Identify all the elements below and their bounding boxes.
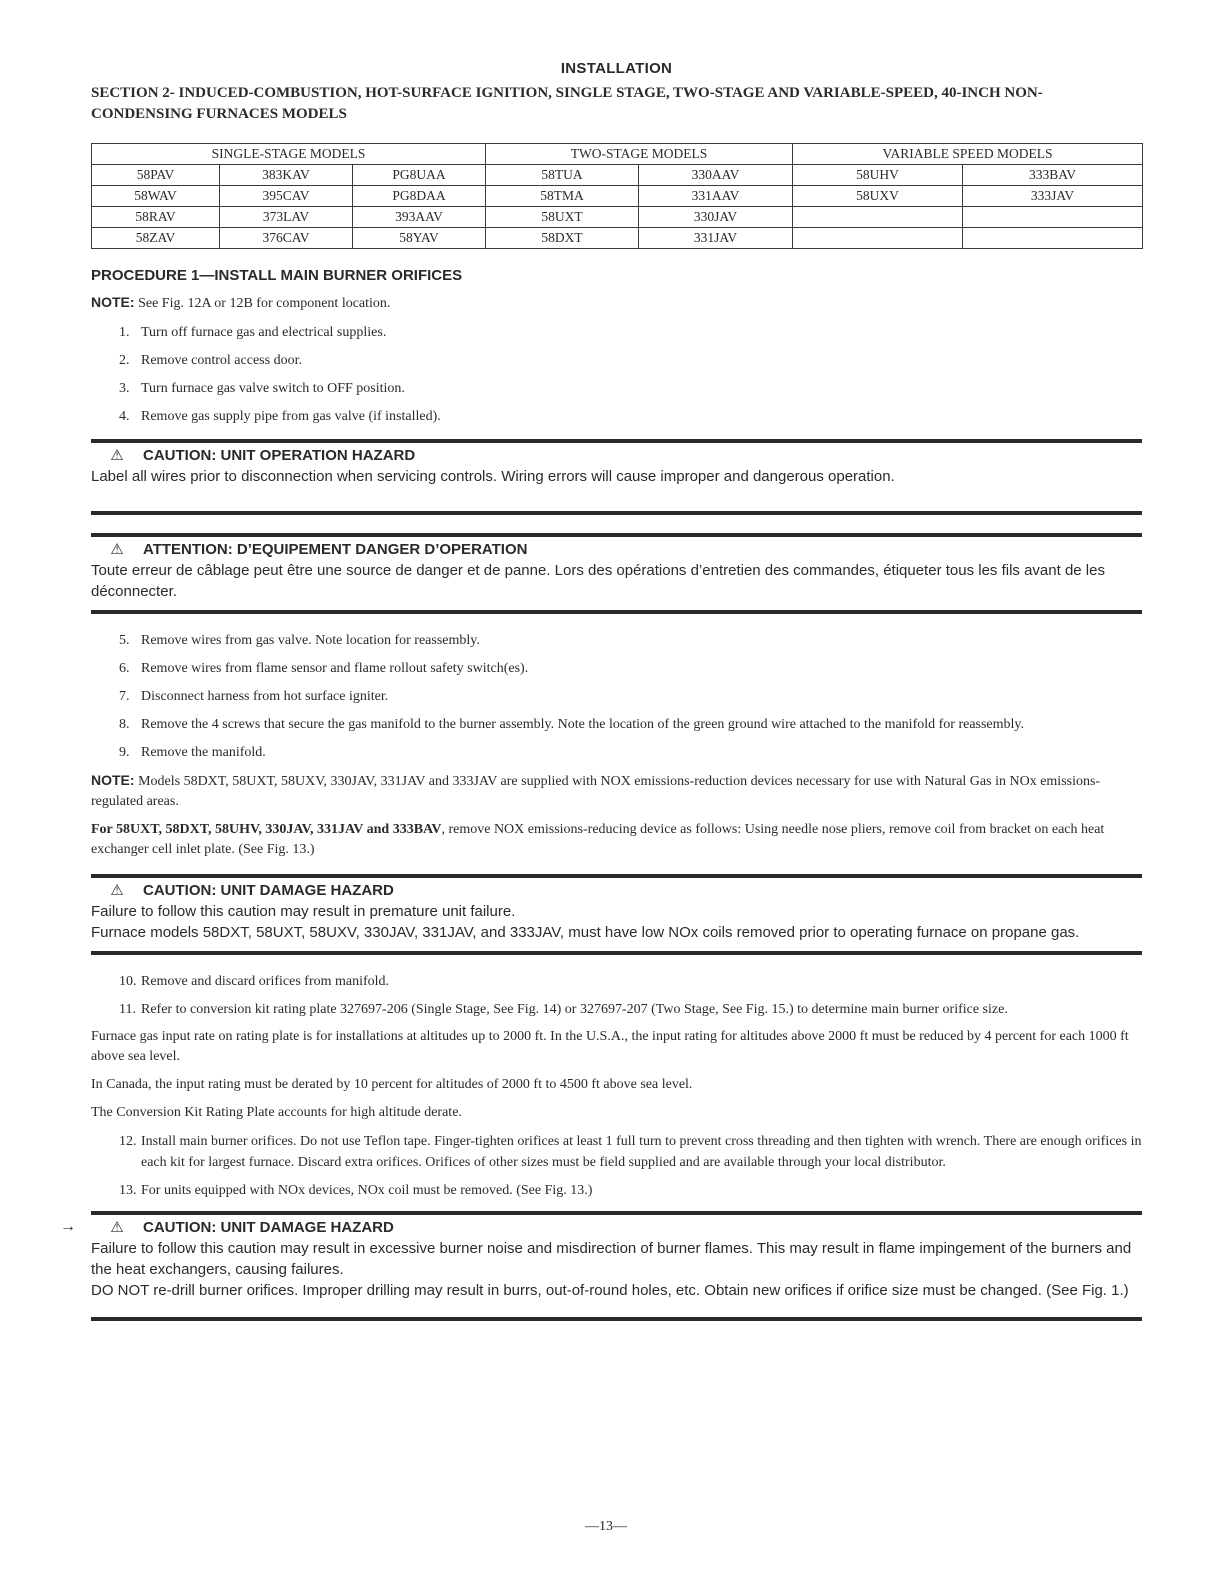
list-item xyxy=(91,714,1142,735)
caution-heading xyxy=(91,446,1142,466)
step-number: 3. xyxy=(119,381,130,396)
step-text: Disconnect harness from hot surface igniter. xyxy=(141,689,389,704)
caution-body: Failure to follow this caution may result in premature unit failure. xyxy=(91,903,516,920)
note-text: See Fig. 12A or 12B for component location. xyxy=(134,296,391,311)
caution-heading xyxy=(91,1218,1142,1238)
table-cell: 331JAV xyxy=(639,228,793,249)
caution-body: Label all wires prior to disconnection when servicing controls. Wiring errors will cause improper and dangerous operation. xyxy=(91,468,895,485)
step-text: Remove control access door. xyxy=(141,353,302,368)
table-cell: 395CAV xyxy=(220,186,353,207)
list-item xyxy=(91,378,1142,399)
caution-body: Toute erreur de câblage peut être une source de danger et de panne. Lors des opérations d’entretien des commandes, étiqueter tous les fils avant de les déconnecter. xyxy=(91,562,1105,600)
caution-body: DO NOT re-drill burner orifices. Improper drilling may result in burrs, out-of-round holes, etc. Obtain new orifices if orifice size must be changed. (See Fig. 1.) xyxy=(91,1282,1129,1299)
step-text: Remove gas supply pipe from gas valve (if installed). xyxy=(141,409,441,424)
caution-title: CAUTION: UNIT DAMAGE HAZARD xyxy=(143,1219,394,1236)
table-row xyxy=(92,165,1143,186)
list-item xyxy=(91,742,1142,763)
list-item xyxy=(91,971,1142,992)
table-cell: 376CAV xyxy=(220,228,353,249)
list-item xyxy=(91,999,1142,1020)
list-item xyxy=(91,658,1142,679)
models-table xyxy=(91,143,1143,249)
steps-list-d xyxy=(91,1131,1142,1201)
step-text: Turn furnace gas valve switch to OFF position. xyxy=(141,381,405,396)
table-cell: 331AAV xyxy=(639,186,793,207)
step-number: 6. xyxy=(119,661,130,676)
arrow-icon: → xyxy=(60,1218,76,1235)
step-text: Refer to conversion kit rating plate 327697-206 (Single Stage, See Fig. 14) or 327697-207 (Two Stage, See Fig. 15.) to determine main burner orifice size. xyxy=(141,1002,1008,1017)
warning-icon: ⚠ xyxy=(110,447,124,464)
step-number: 10. xyxy=(119,974,137,989)
steps-list-a xyxy=(91,322,1142,427)
procedure-title: PROCEDURE 1—INSTALL MAIN BURNER ORIFICES xyxy=(91,267,463,284)
note-nox-devices xyxy=(91,770,1142,812)
step-text: Install main burner orifices. Do not use Teflon tape. Finger-tighten orifices at least 1 full turn to prevent cross threading and then tighten with wrench. There are enough orifices in each kit for largest furnace. Discard extra orifices. Orifices of other sizes must be field supplied and are available through your local distributor. xyxy=(141,1134,1142,1170)
document-page xyxy=(60,60,1142,1337)
table-cell: 58ZAV xyxy=(92,228,220,249)
table-cell: 393AAV xyxy=(353,207,486,228)
table-cell: 58RAV xyxy=(92,207,220,228)
warning-icon: ⚠ xyxy=(110,882,124,899)
table-cell xyxy=(793,207,963,228)
step-number: 13. xyxy=(119,1183,137,1198)
warning-icon: ⚠ xyxy=(110,1219,124,1236)
table-header-variable-speed: VARIABLE SPEED MODELS xyxy=(793,144,1143,165)
step-number: 11. xyxy=(119,1002,136,1017)
table-cell: 58WAV xyxy=(92,186,220,207)
section-title: SECTION 2- INDUCED-COMBUSTION, HOT-SURFACE IGNITION, SINGLE STAGE, TWO-STAGE AND VARIABLE-SPEED, 40-INCH NON-CONDENSING FURNACES MODELS xyxy=(91,85,1043,122)
altitude-paragraph: Furnace gas input rate on rating plate is for installations at altitudes up to 2000 ft. In the U.S.A., the input rating for altitudes above 2000 ft must be reduced by 4 percent for each 1000 ft above sea level. xyxy=(91,1029,1129,1064)
step-text: Remove wires from flame sensor and flame rollout safety switch(es). xyxy=(141,661,529,676)
caution-heading xyxy=(91,881,1142,901)
list-item xyxy=(91,686,1142,707)
caution-body: Failure to follow this caution may result in excessive burner noise and misdirection of burner flames. This may result in flame impingement of the burners and the heat exchangers, causing failures. xyxy=(91,1240,1132,1278)
step-text: Remove the 4 screws that secure the gas manifold to the burner assembly. Note the location of the green ground wire attached to the manifold for reassembly. xyxy=(141,717,1025,732)
note-label: NOTE: xyxy=(91,772,135,788)
step-number: 4. xyxy=(119,409,130,424)
warning-icon: ⚠ xyxy=(110,541,124,558)
table-cell: 333BAV xyxy=(963,165,1143,186)
table-header-two-stage: TWO-STAGE MODELS xyxy=(486,144,793,165)
caution-box-damage-orifices xyxy=(60,1211,1142,1321)
page-heading: INSTALLATION xyxy=(560,60,673,77)
step-number: 12. xyxy=(119,1134,137,1149)
list-item xyxy=(91,322,1142,343)
caution-heading xyxy=(91,540,1142,560)
table-cell: 330AAV xyxy=(639,165,793,186)
derate-paragraph: The Conversion Kit Rating Plate accounts for high altitude derate. xyxy=(91,1105,462,1120)
canada-paragraph: In Canada, the input rating must be derated by 10 percent for altitudes of 2000 ft to 4500 ft above sea level. xyxy=(91,1077,693,1092)
list-item xyxy=(91,350,1142,371)
table-header-row xyxy=(92,144,1143,165)
list-item xyxy=(91,1180,1142,1201)
attention-box-french xyxy=(91,533,1142,614)
table-row xyxy=(92,186,1143,207)
step-number: 7. xyxy=(119,689,130,704)
step-text: For units equipped with NOx devices, NOx coil must be removed. (See Fig. 13.) xyxy=(141,1183,593,1198)
table-header-single-stage: SINGLE-STAGE MODELS xyxy=(92,144,486,165)
table-cell: 373LAV xyxy=(220,207,353,228)
table-cell: 330JAV xyxy=(639,207,793,228)
table-cell xyxy=(963,207,1143,228)
table-cell: 58TMA xyxy=(486,186,639,207)
steps-list-b xyxy=(91,630,1142,763)
step-number: 9. xyxy=(119,745,130,760)
step-text: Turn off furnace gas and electrical supplies. xyxy=(141,325,387,340)
page-number: —13— xyxy=(585,1519,627,1534)
table-cell: 58TUA xyxy=(486,165,639,186)
table-cell: 58YAV xyxy=(353,228,486,249)
list-item xyxy=(91,630,1142,651)
step-text: Remove wires from gas valve. Note location for reassembly. xyxy=(141,633,480,648)
note-component-location xyxy=(91,292,1142,314)
step-text: Remove and discard orifices from manifold. xyxy=(141,974,390,989)
table-cell xyxy=(963,228,1143,249)
caution-box-operation xyxy=(91,439,1142,515)
step-number: 1. xyxy=(119,325,130,340)
step-number: 2. xyxy=(119,353,130,368)
table-cell: 333JAV xyxy=(963,186,1143,207)
instruction-text: , remove NOX emissions-reducing device as follows: Using needle nose pliers, remove coil from bracket on each heat exchanger cell inlet plate. (See Fig. 13.) xyxy=(91,822,1105,857)
table-cell: 58DXT xyxy=(486,228,639,249)
caution-box-damage-propane xyxy=(91,874,1142,955)
table-cell: 58UHV xyxy=(793,165,963,186)
models-list: For 58UXT, 58DXT, 58UHV, 330JAV, 331JAV and 333BAV xyxy=(91,822,442,837)
note-label: NOTE: xyxy=(91,294,135,310)
note-text: Models 58DXT, 58UXT, 58UXV, 330JAV, 331JAV and 333JAV are supplied with NOX emissions-reduction devices necessary for use with Natural Gas in NOx emissions-regulated areas. xyxy=(91,774,1101,809)
list-item xyxy=(91,406,1142,427)
table-cell: 58UXT xyxy=(486,207,639,228)
caution-title: CAUTION: UNIT OPERATION HAZARD xyxy=(143,447,416,464)
table-cell: 58UXV xyxy=(793,186,963,207)
list-item xyxy=(91,1131,1142,1173)
step-text: Remove the manifold. xyxy=(141,745,266,760)
steps-list-c xyxy=(91,971,1142,1020)
table-cell: PG8DAA xyxy=(353,186,486,207)
caution-body: Furnace models 58DXT, 58UXT, 58UXV, 330JAV, 331JAV, and 333JAV, must have low NOx coils removed prior to operating furnace on propane gas. xyxy=(91,924,1080,941)
nox-removal-instruction xyxy=(91,820,1142,860)
table-cell: 383KAV xyxy=(220,165,353,186)
caution-title: CAUTION: UNIT DAMAGE HAZARD xyxy=(143,882,394,899)
table-row xyxy=(92,228,1143,249)
table-row xyxy=(92,207,1143,228)
step-number: 8. xyxy=(119,717,130,732)
caution-title: ATTENTION: D’EQUIPEMENT DANGER D’OPERATION xyxy=(143,541,528,558)
table-cell: PG8UAA xyxy=(353,165,486,186)
step-number: 5. xyxy=(119,633,130,648)
table-cell: 58PAV xyxy=(92,165,220,186)
table-cell xyxy=(793,228,963,249)
